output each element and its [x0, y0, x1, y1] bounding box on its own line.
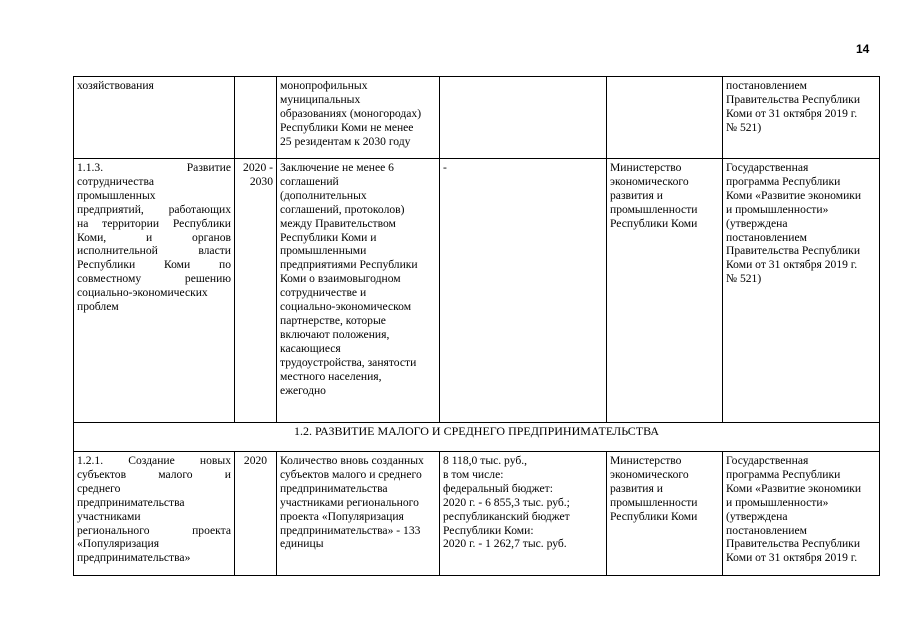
- cell-line: местного населения,: [280, 369, 382, 383]
- cell-line: Министерство: [610, 161, 682, 174]
- cell-line: монопрофильных: [280, 79, 368, 92]
- cell-line: республиканский бюджет: [443, 509, 570, 523]
- cell-line: Республики Коми по: [77, 258, 231, 272]
- cell-line: предпринимательства: [77, 495, 185, 509]
- cell-line: № 521): [726, 272, 762, 286]
- cell-line: № 521): [726, 120, 762, 134]
- table-row: [74, 159, 880, 423]
- cell-line: соглашений: [280, 174, 339, 188]
- cell-line: в том числе:: [443, 467, 504, 481]
- cell-line: Коми от 31 октября 2019 г.: [726, 106, 858, 120]
- cell-line: среднего: [77, 481, 121, 495]
- cell-line: 1.1.3. Развитие: [77, 161, 231, 174]
- cell-line: предпринимательства»: [77, 551, 191, 565]
- cell-line: муниципальных: [280, 92, 361, 106]
- cell-line: Министерство: [610, 454, 682, 467]
- cell-line: Правительства Республики: [726, 537, 861, 551]
- cell-line: 25 резидентам к 2030 году: [280, 134, 411, 148]
- cell-line: Государственная: [726, 454, 809, 467]
- cell-indicator: [277, 77, 440, 159]
- cell-line: 1.2.1. Создание новых: [77, 454, 231, 467]
- cell-program: [723, 452, 880, 576]
- cell-responsible: [607, 159, 723, 423]
- table-row: [74, 452, 880, 576]
- cell-line: социально-экономических: [77, 286, 208, 300]
- cell-line: Государственная: [726, 161, 809, 174]
- cell-line: предпринимательства» - 133: [280, 523, 421, 537]
- cell-line: экономического: [610, 467, 689, 481]
- cell-line: сотрудничества: [77, 174, 154, 188]
- cell-funding: [440, 452, 607, 576]
- cell-line: Республики Коми:: [443, 523, 534, 537]
- cell-line: программа Республики: [726, 467, 841, 481]
- cell-line: проблем: [77, 300, 119, 314]
- cell-line: Коми о взаимовыгодном: [280, 272, 401, 286]
- cell-line: Республики Коми: [610, 509, 698, 523]
- cell-line: Правительства Республики: [726, 92, 861, 106]
- cell-line: субъектов малого и: [77, 467, 231, 481]
- cell-line: партнерстве, которые: [280, 313, 386, 327]
- cell-line: постановлением: [726, 230, 807, 244]
- cell-line: 8 118,0 тыс. руб.,: [443, 454, 528, 467]
- cell-line: предприятий, работающих: [77, 202, 231, 216]
- cell-line: Коми от 31 октября 2019 г.: [726, 551, 858, 565]
- cell-line: и промышленности»: [726, 202, 829, 216]
- cell-line: «Популяризация: [77, 537, 160, 551]
- cell-line: развития и: [610, 481, 663, 495]
- cell-line: регионального проекта: [77, 523, 231, 537]
- cell-line: на территории Республики: [77, 216, 231, 230]
- cell-line: промышленными: [280, 244, 367, 258]
- cell-line: 2020 г. - 1 262,7 тыс. руб.: [443, 537, 567, 551]
- cell-indicator: [277, 452, 440, 576]
- cell-line: (утверждена: [726, 216, 788, 230]
- cell-line: Коми от 31 октября 2019 г.: [726, 258, 858, 272]
- cell-line: промышленности: [610, 495, 698, 509]
- cell-line: предпринимательства: [280, 481, 388, 495]
- section-title: 1.2. РАЗВИТИЕ МАЛОГО И СРЕДНЕГО ПРЕДПРИНИМАТЕЛЬСТВА: [74, 423, 880, 452]
- cell-period: [235, 77, 277, 159]
- cell-line: Заключение не менее 6: [280, 161, 394, 174]
- cell-funding: [440, 77, 607, 159]
- cell-line: Правительства Республики: [726, 244, 861, 258]
- cell-line: промышленных: [77, 188, 156, 202]
- cell-line: постановлением: [726, 523, 807, 537]
- cell-line: проекта «Популяризация: [280, 509, 404, 523]
- cell-responsible: [607, 452, 723, 576]
- cell-indicator: [277, 159, 440, 423]
- cell-line: исполнительной власти: [77, 244, 231, 258]
- cell-line: касающиеся: [280, 341, 341, 355]
- cell-program: [723, 159, 880, 423]
- cell-line: (утверждена: [726, 509, 788, 523]
- cell-line: (дополнительных: [280, 188, 367, 202]
- cell-line: Коми, и органов: [77, 230, 231, 244]
- cell-line: 2030: [249, 174, 273, 188]
- cell-period: [235, 452, 277, 576]
- cell-line: Количество вновь созданных: [280, 454, 424, 467]
- cell-line: Республики Коми не менее: [280, 120, 414, 134]
- cell-line: экономического: [610, 174, 689, 188]
- cell-line: совместному решению: [77, 272, 231, 286]
- cell-line: ежегодно: [280, 383, 326, 397]
- cell-responsible: [607, 77, 723, 159]
- cell-line: хозяйствования: [77, 79, 154, 92]
- cell-line: между Правительством: [280, 216, 396, 230]
- cell-line: 2020: [243, 454, 268, 467]
- table-row: [74, 77, 880, 159]
- cell-line: соглашений, протоколов): [280, 202, 405, 216]
- section-row: [74, 423, 880, 452]
- cell-program: [723, 77, 880, 159]
- cell-line: включают положения,: [280, 327, 390, 341]
- cell-line: предприятиями Республики: [280, 258, 418, 272]
- cell-line: постановлением: [726, 79, 807, 92]
- cell-line: субъектов малого и среднего: [280, 467, 422, 481]
- cell-line: участниками регионального: [280, 495, 419, 509]
- cell-line: образованиях (моногородах): [280, 106, 422, 120]
- cell-line: трудоустройства, занятости: [280, 355, 417, 369]
- cell-line: Коми «Развитие экономики: [726, 188, 862, 202]
- cell-line: Коми «Развитие экономики: [726, 481, 862, 495]
- cell-line: и промышленности»: [726, 495, 829, 509]
- cell-line: 2020 -: [243, 161, 273, 174]
- page-number: 14: [856, 42, 870, 56]
- cell-line: участниками: [77, 509, 141, 523]
- cell-measure: [74, 452, 235, 576]
- measures-table: [73, 76, 880, 576]
- cell-line: развития и: [610, 188, 663, 202]
- cell-period: [235, 159, 277, 423]
- cell-measure: [74, 159, 235, 423]
- cell-measure: [74, 77, 235, 159]
- cell-funding: [440, 159, 607, 423]
- cell-line: программа Республики: [726, 174, 841, 188]
- cell-line: промышленности: [610, 202, 698, 216]
- cell-line: единицы: [280, 537, 324, 551]
- cell-line: 2020 г. - 6 855,3 тыс. руб.;: [443, 495, 570, 509]
- cell-line: -: [443, 161, 447, 174]
- cell-line: сотрудничестве и: [280, 286, 367, 300]
- cell-line: Республики Коми: [610, 216, 698, 230]
- cell-line: федеральный бюджет:: [443, 481, 553, 495]
- cell-line: социально-экономическом: [280, 300, 412, 314]
- cell-line: Республики Коми и: [280, 230, 377, 244]
